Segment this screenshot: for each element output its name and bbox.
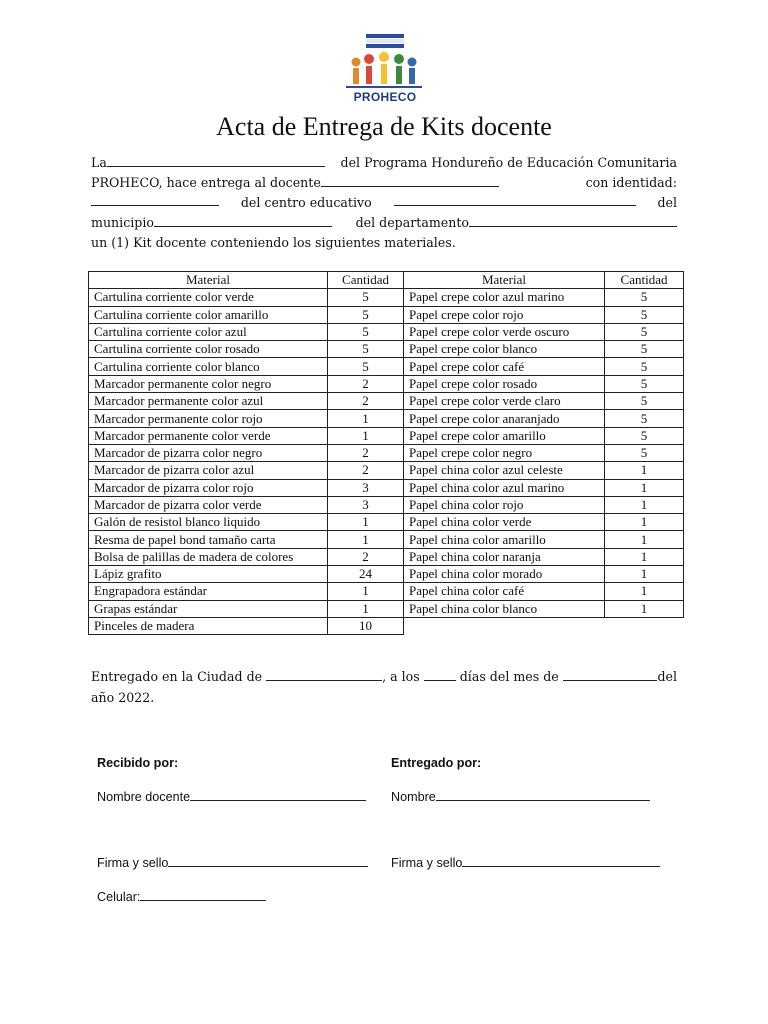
intro-text: con identidad: bbox=[585, 175, 677, 190]
blank-field[interactable] bbox=[424, 668, 456, 681]
table-row bbox=[89, 583, 684, 600]
name-line bbox=[391, 789, 650, 804]
table-row bbox=[89, 514, 684, 531]
blank-field[interactable] bbox=[190, 789, 366, 801]
material-cell: Papel china color verde bbox=[404, 514, 605, 531]
quantity-cell: 2 bbox=[328, 444, 404, 461]
blank-field[interactable] bbox=[266, 668, 382, 681]
blank-field[interactable] bbox=[140, 889, 266, 901]
column-header: Cantidad bbox=[605, 272, 684, 289]
material-cell: Grapas estándar bbox=[89, 600, 328, 617]
material-cell: Papel china color morado bbox=[404, 566, 605, 583]
material-cell: Marcador permanente color rojo bbox=[89, 410, 328, 427]
intro-line-1 bbox=[91, 153, 677, 173]
material-cell: Papel crepe color café bbox=[404, 358, 605, 375]
table-row bbox=[89, 566, 684, 583]
material-cell: Marcador permanente color negro bbox=[89, 375, 328, 392]
material-cell: Papel crepe color blanco bbox=[404, 341, 605, 358]
material-cell: Galón de resistol blanco liquido bbox=[89, 514, 328, 531]
material-cell: Papel crepe color amarillo bbox=[404, 427, 605, 444]
signature-left-line bbox=[97, 855, 368, 870]
material-cell: Papel china color blanco bbox=[404, 600, 605, 617]
intro-line-4 bbox=[91, 213, 677, 233]
material-cell: Cartulina corriente color amarillo bbox=[89, 306, 328, 323]
material-cell: Marcador de pizarra color negro bbox=[89, 444, 328, 461]
table-row bbox=[89, 323, 684, 340]
quantity-cell: 1 bbox=[605, 531, 684, 548]
blank-field[interactable] bbox=[462, 855, 660, 867]
quantity-cell: 3 bbox=[328, 479, 404, 496]
material-cell: Cartulina corriente color rosado bbox=[89, 341, 328, 358]
blank-field[interactable] bbox=[168, 855, 368, 867]
table-row bbox=[89, 600, 684, 617]
table-row bbox=[89, 427, 684, 444]
quantity-cell: 5 bbox=[328, 341, 404, 358]
material-cell: Marcador permanente color verde bbox=[89, 427, 328, 444]
intro-text: del Programa Hondureño de Educación Comunitaria bbox=[340, 155, 677, 170]
closing-text: del bbox=[657, 669, 677, 684]
quantity-cell: 5 bbox=[605, 289, 684, 306]
material-cell: Papel china color azul marino bbox=[404, 479, 605, 496]
quantity-cell: 24 bbox=[328, 566, 404, 583]
quantity-cell: 5 bbox=[605, 358, 684, 375]
material-cell: Marcador de pizarra color verde bbox=[89, 496, 328, 513]
table-row bbox=[89, 462, 684, 479]
quantity-cell: 1 bbox=[328, 427, 404, 444]
material-cell: Papel crepe color azul marino bbox=[404, 289, 605, 306]
table-row bbox=[89, 548, 684, 565]
table-row bbox=[89, 444, 684, 461]
quantity-cell: 5 bbox=[605, 306, 684, 323]
quantity-cell: 5 bbox=[328, 306, 404, 323]
quantity-cell: 2 bbox=[328, 548, 404, 565]
closing-paragraph bbox=[91, 666, 677, 708]
intro-text: municipio bbox=[91, 215, 154, 230]
quantity-cell: 1 bbox=[328, 600, 404, 617]
closing-line-1 bbox=[91, 666, 677, 687]
quantity-cell: 2 bbox=[328, 462, 404, 479]
received-by-heading: Recibido por: bbox=[97, 756, 179, 770]
blank-field[interactable] bbox=[469, 214, 677, 227]
material-cell: Marcador de pizarra color rojo bbox=[89, 479, 328, 496]
quantity-cell: 1 bbox=[605, 514, 684, 531]
material-cell: Marcador permanente color azul bbox=[89, 393, 328, 410]
quantity-cell: 5 bbox=[605, 375, 684, 392]
signature-label: Nombre bbox=[391, 790, 436, 804]
intro-paragraph bbox=[91, 153, 677, 253]
intro-line-2 bbox=[91, 173, 677, 193]
table-row bbox=[89, 358, 684, 375]
material-cell: Papel china color amarillo bbox=[404, 531, 605, 548]
material-cell: Papel crepe color rojo bbox=[404, 306, 605, 323]
quantity-cell: 5 bbox=[328, 358, 404, 375]
signature-right-line bbox=[391, 855, 660, 870]
material-cell: Cartulina corriente color verde bbox=[89, 289, 328, 306]
empty-cell bbox=[404, 617, 605, 634]
material-cell: Papel crepe color anaranjado bbox=[404, 410, 605, 427]
material-cell: Papel crepe color verde oscuro bbox=[404, 323, 605, 340]
closing-text: Entregado en la Ciudad de bbox=[91, 669, 263, 684]
signature-label: Firma y sello bbox=[97, 856, 169, 870]
quantity-cell: 5 bbox=[605, 444, 684, 461]
quantity-cell: 5 bbox=[605, 427, 684, 444]
closing-text: , a los bbox=[382, 669, 420, 684]
quantity-cell: 1 bbox=[328, 410, 404, 427]
quantity-cell: 5 bbox=[605, 323, 684, 340]
material-cell: Papel crepe color negro bbox=[404, 444, 605, 461]
table-row bbox=[89, 306, 684, 323]
column-header: Material bbox=[404, 272, 605, 289]
blank-field[interactable] bbox=[154, 214, 332, 227]
teacher-name-line bbox=[97, 789, 366, 804]
intro-text: La bbox=[91, 155, 107, 170]
material-cell: Pinceles de madera bbox=[89, 617, 328, 634]
blank-field[interactable] bbox=[91, 193, 219, 206]
intro-text: del departamento bbox=[355, 215, 469, 230]
closing-line-2: año 2022. bbox=[91, 690, 155, 705]
quantity-cell: 1 bbox=[605, 496, 684, 513]
logo-text: PROHECO bbox=[353, 90, 417, 104]
table-row bbox=[89, 410, 684, 427]
quantity-cell: 5 bbox=[605, 393, 684, 410]
material-cell: Cartulina corriente color azul bbox=[89, 323, 328, 340]
blank-field[interactable] bbox=[107, 154, 325, 167]
materials-table-body bbox=[89, 289, 684, 635]
material-cell: Papel crepe color rosado bbox=[404, 375, 605, 392]
intro-text: PROHECO, hace entrega al docente bbox=[91, 175, 321, 190]
material-cell: Resma de papel bond tamaño carta bbox=[89, 531, 328, 548]
quantity-cell: 2 bbox=[328, 375, 404, 392]
quantity-cell: 1 bbox=[605, 462, 684, 479]
quantity-cell: 1 bbox=[605, 600, 684, 617]
quantity-cell: 1 bbox=[328, 583, 404, 600]
quantity-cell: 1 bbox=[605, 566, 684, 583]
material-cell: Lápiz grafito bbox=[89, 566, 328, 583]
quantity-cell: 5 bbox=[328, 323, 404, 340]
empty-cell bbox=[605, 617, 684, 634]
material-cell: Papel china color naranja bbox=[404, 548, 605, 565]
phone-line bbox=[97, 889, 266, 904]
signature-label: Celular: bbox=[97, 890, 141, 904]
column-header: Cantidad bbox=[328, 272, 404, 289]
blank-field[interactable] bbox=[436, 789, 650, 801]
quantity-cell: 2 bbox=[328, 393, 404, 410]
material-cell: Papel china color café bbox=[404, 583, 605, 600]
document-title: Acta de Entrega de Kits docente bbox=[216, 112, 552, 141]
table-row bbox=[89, 289, 684, 306]
intro-text: del centro educativo bbox=[240, 195, 372, 210]
material-cell: Papel crepe color verde claro bbox=[404, 393, 605, 410]
signature-label: Firma y sello bbox=[391, 856, 463, 870]
material-cell: Papel china color azul celeste bbox=[404, 462, 605, 479]
table-row bbox=[89, 479, 684, 496]
blank-field[interactable] bbox=[563, 668, 657, 681]
column-header: Material bbox=[89, 272, 328, 289]
blank-field[interactable] bbox=[394, 193, 636, 206]
quantity-cell: 1 bbox=[328, 531, 404, 548]
intro-line-3 bbox=[91, 193, 677, 213]
quantity-cell: 1 bbox=[605, 583, 684, 600]
intro-line-5: un (1) Kit docente conteniendo los siguientes materiales. bbox=[91, 235, 456, 250]
quantity-cell: 1 bbox=[328, 514, 404, 531]
table-row bbox=[89, 496, 684, 513]
quantity-cell: 5 bbox=[605, 410, 684, 427]
material-cell: Engrapadora estándar bbox=[89, 583, 328, 600]
material-cell: Cartulina corriente color blanco bbox=[89, 358, 328, 375]
table-header-row bbox=[89, 272, 684, 289]
material-cell: Bolsa de palillas de madera de colores bbox=[89, 548, 328, 565]
quantity-cell: 1 bbox=[605, 479, 684, 496]
quantity-cell: 5 bbox=[328, 289, 404, 306]
material-cell: Marcador de pizarra color azul bbox=[89, 462, 328, 479]
quantity-cell: 3 bbox=[328, 496, 404, 513]
delivered-by-heading: Entregado por: bbox=[391, 756, 482, 770]
intro-text: del bbox=[657, 195, 677, 210]
quantity-cell: 1 bbox=[605, 548, 684, 565]
closing-text: días del mes de bbox=[459, 669, 559, 684]
table-row bbox=[89, 375, 684, 392]
table-row bbox=[89, 617, 684, 634]
quantity-cell: 10 bbox=[328, 617, 404, 634]
materials-table bbox=[88, 271, 684, 635]
table-row bbox=[89, 393, 684, 410]
signature-label: Nombre docente bbox=[97, 790, 191, 804]
table-row bbox=[89, 341, 684, 358]
quantity-cell: 5 bbox=[605, 341, 684, 358]
material-cell: Papel china color rojo bbox=[404, 496, 605, 513]
table-row bbox=[89, 531, 684, 548]
blank-field[interactable] bbox=[321, 174, 499, 187]
